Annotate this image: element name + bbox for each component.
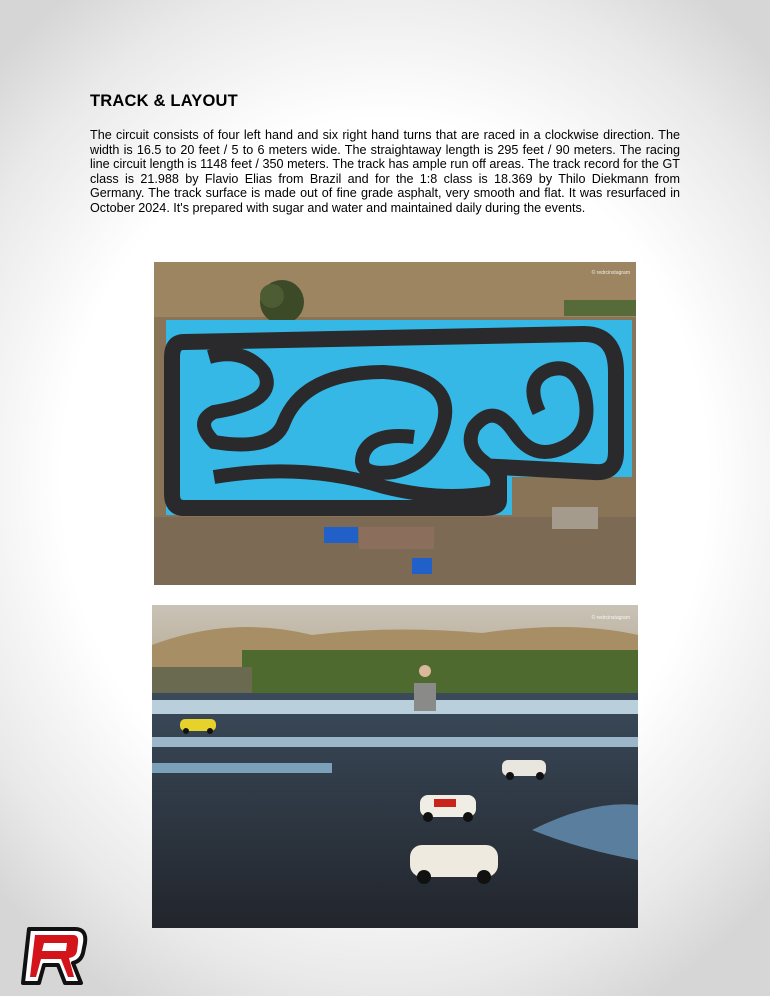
racing-cars-photo <box>152 605 638 928</box>
body-paragraph: The circuit consists of four left hand and six right hand turns that are raced in a clockwise direction. The width is 16.5 to 20 feet / 5 to 6 meters wide. The straightaway length is 295 feet / 90 meters. The racing line circuit length is 1148 feet / 350 meters. The track has ample run off areas. The track record for the GT class is 21.988 by Flavio Elias from Brazil and for the 1:8 class is 18.369 by Thilo Diekmann from Germany. The track surface is made out of fine grade asphalt, very smooth and flat. It was resurfaced in October 2024. It's prepared with sugar and water and maintained daily during the events. <box>90 128 680 215</box>
watermark-bottom: © redrcinstagram <box>591 615 630 621</box>
racing-cars-illustration <box>152 605 638 928</box>
aerial-track-illustration <box>154 262 636 585</box>
section-title: TRACK & LAYOUT <box>90 92 238 110</box>
watermark-top: © redrcinstagram <box>591 270 630 276</box>
redrc-r-logo-icon <box>17 925 91 987</box>
aerial-track-photo <box>154 262 636 585</box>
